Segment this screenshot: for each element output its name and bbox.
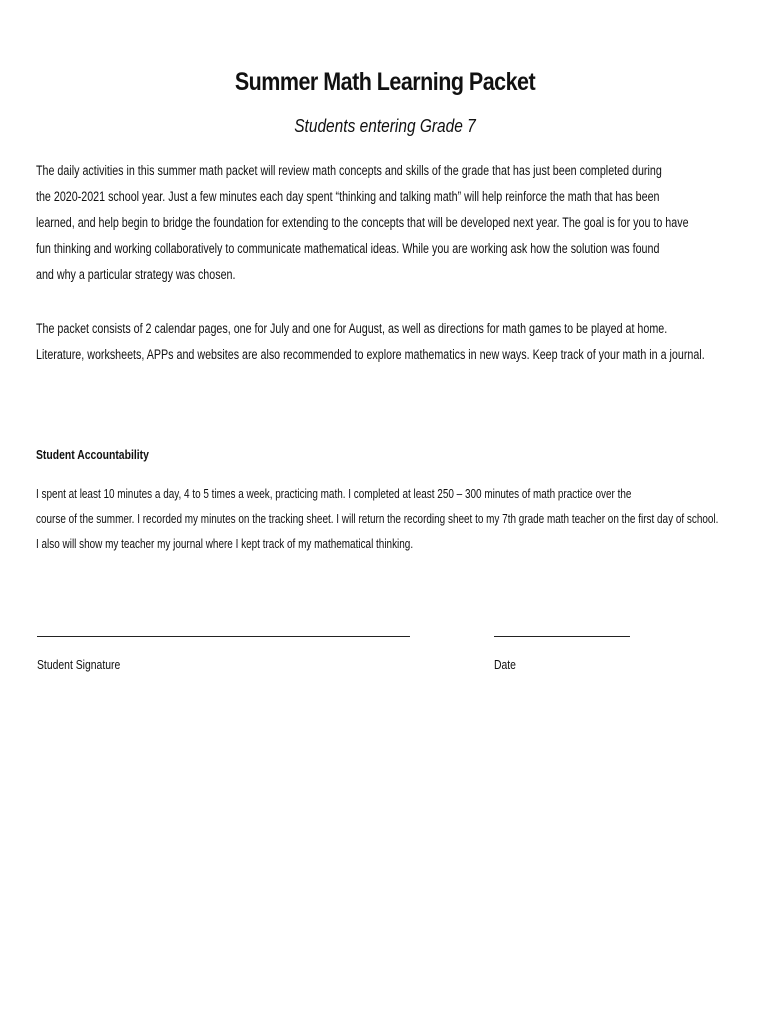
- intro-line: The daily activities in this summer math packet will review math concepts and skills of the grade that has just been completed during: [36, 163, 662, 178]
- accountability-heading: Student Accountability: [36, 447, 149, 462]
- intro-line: fun thinking and working collaboratively to communicate mathematical ideas. While you are working ask how the solution was found: [36, 241, 660, 256]
- packet-paragraph: [36, 316, 705, 368]
- date-label: Date: [494, 657, 516, 672]
- signature-label: Student Signature: [37, 657, 121, 672]
- intro-line: learned, and help begin to bridge the foundation for extending to the concepts that will be developed next year. The goal is for you to have: [36, 215, 689, 230]
- accountability-paragraph: [36, 482, 719, 557]
- packet-line: Literature, worksheets, APPs and websites are also recommended to explore mathematics in new ways. Keep track of your math in a journal.: [36, 347, 705, 362]
- intro-paragraph: [36, 158, 689, 288]
- intro-line: the 2020-2021 school year. Just a few minutes each day spent “thinking and talking math” will help reinforce the math that has been: [36, 189, 660, 204]
- intro-line: and why a particular strategy was chosen.: [36, 267, 236, 282]
- accountability-line: I spent at least 10 minutes a day, 4 to 5 times a week, practicing math. I completed at least 250 – 300 minutes of math practice over the: [36, 487, 632, 501]
- accountability-line: course of the summer. I recorded my minutes on the tracking sheet. I will return the recording sheet to my 7th grade math teacher on the first day of school.: [36, 512, 719, 526]
- accountability-line: I also will show my teacher my journal where I kept track of my mathematical thinking.: [36, 537, 414, 551]
- document-title: Summer Math Learning Packet: [234, 68, 536, 96]
- signature-line[interactable]: [37, 636, 410, 637]
- packet-line: The packet consists of 2 calendar pages, one for July and one for August, as well as directions for math games to be played at home.: [36, 321, 668, 336]
- document-subtitle: Students entering Grade 7: [294, 116, 476, 136]
- date-line[interactable]: [494, 636, 630, 637]
